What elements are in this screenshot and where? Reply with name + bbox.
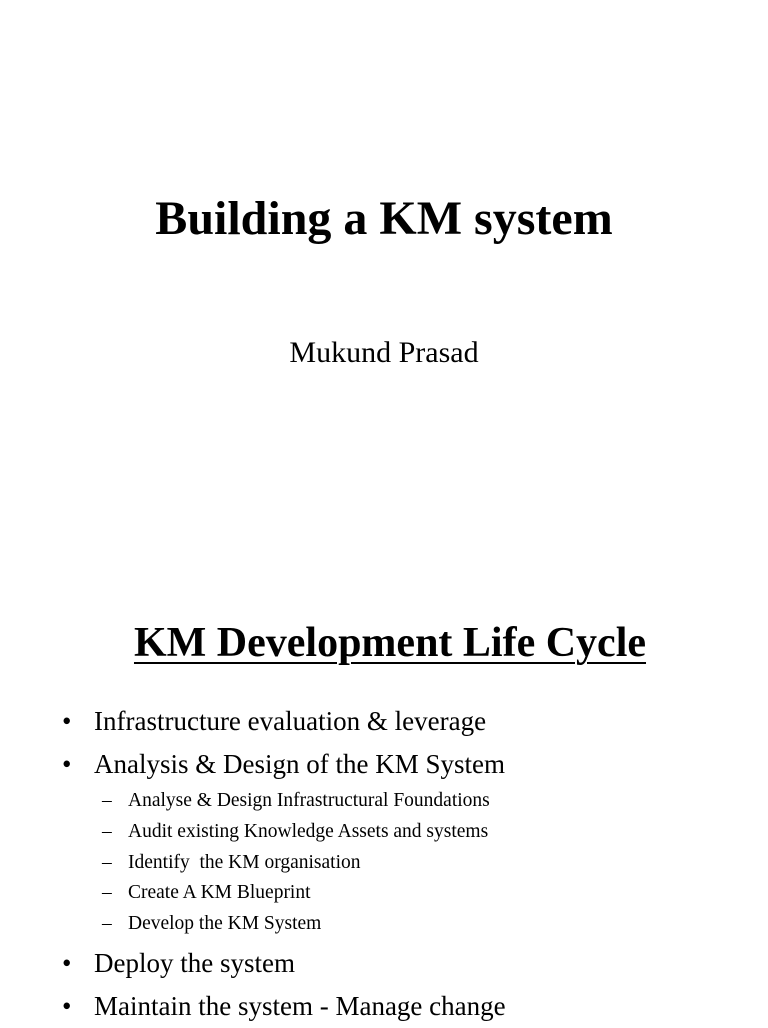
content-slide-title: KM Development Life Cycle — [133, 620, 647, 666]
dash-marker: – — [102, 882, 112, 904]
bullet-list — [62, 700, 506, 1028]
sub-bullet-text: Analyse & Design Infrastructural Foundations — [128, 790, 490, 811]
content-slide — [0, 590, 768, 1024]
bullet-item — [62, 743, 506, 940]
bullet-item — [62, 985, 506, 1028]
dash-marker: – — [102, 820, 112, 842]
slide-title: Building a KM system — [155, 192, 613, 245]
sub-bullet-item — [62, 817, 506, 848]
bullet-text: Analysis & Design of the KM System — [94, 749, 505, 779]
sub-bullet-text: Identify the KM organisation — [128, 851, 361, 873]
slide-author: Mukund Prasad — [289, 336, 479, 369]
sub-bullet-text: Create A KM Blueprint — [128, 882, 311, 904]
dash-marker: – — [102, 790, 112, 811]
dash-marker: – — [102, 851, 112, 873]
sub-bullet-item — [62, 909, 506, 940]
sub-bullet-item — [62, 878, 506, 909]
bullet-marker: • — [62, 990, 72, 1021]
sub-bullet-list — [62, 786, 506, 940]
bullet-item — [62, 942, 506, 985]
bullet-marker: • — [62, 706, 72, 736]
sub-bullet-text: Audit existing Knowledge Assets and systems — [128, 820, 489, 842]
bullet-marker: • — [62, 749, 72, 779]
dash-marker: – — [102, 913, 112, 935]
sub-bullet-text: Develop the KM System — [128, 913, 322, 935]
sub-bullet-item — [62, 786, 506, 817]
bullet-text: Deploy the system — [94, 947, 295, 978]
bullet-text: Infrastructure evaluation & leverage — [94, 706, 487, 736]
bullet-text: Maintain the system - Manage change — [94, 990, 506, 1021]
bullet-item — [62, 700, 506, 743]
sub-bullet-item — [62, 848, 506, 879]
bullet-marker: • — [62, 947, 72, 978]
